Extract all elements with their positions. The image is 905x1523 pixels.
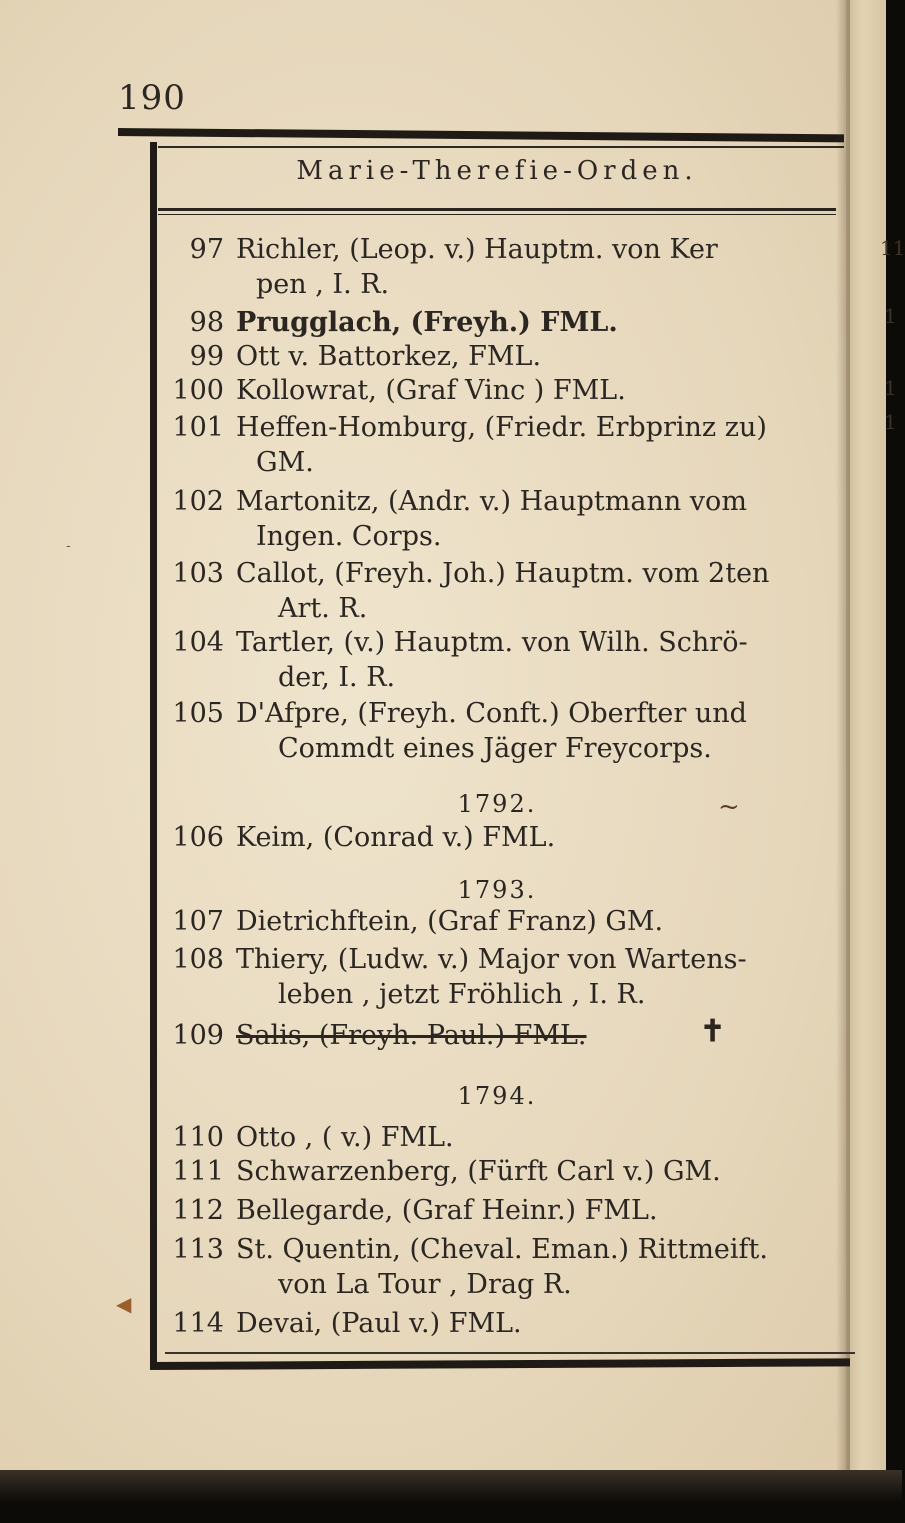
facing-page-fragment: 1	[884, 410, 897, 434]
entry-text: Richler, (Leop. v.) Hauptm. von Ker	[236, 234, 718, 265]
year-heading: 1793.	[457, 876, 537, 904]
entry-text: Kollowrat, (Graf Vinc ) FML.	[236, 375, 626, 406]
entry-number: 100	[172, 375, 224, 406]
handwritten-cross-mark: ✝	[700, 1014, 726, 1049]
year-heading: 1792.	[457, 790, 537, 818]
list-item	[158, 410, 767, 480]
entry-continuation: von La Tour , Drag R.	[278, 1269, 572, 1300]
entry-number: 110	[172, 1122, 224, 1153]
frame-bottom-thin-rule	[165, 1352, 855, 1354]
entry-text: Ott v. Battorkez, FML.	[236, 341, 542, 372]
entry-text: Otto , ( v.) FML.	[236, 1122, 454, 1153]
list-item	[158, 1154, 721, 1189]
frame-left-rule	[150, 142, 157, 1368]
entry-number: 111	[172, 1156, 224, 1187]
list-item	[158, 373, 626, 408]
struck-entry-text: Salis, (Freyh. Paul.) FML.	[236, 1020, 587, 1051]
list-item	[158, 1232, 768, 1302]
entry-number: 108	[172, 944, 224, 975]
entry-number: 104	[172, 627, 224, 658]
entry-text: Martonitz, (Andr. v.) Hauptmann vom	[236, 486, 747, 517]
list-item	[158, 696, 747, 766]
entry-text: Devai, (Paul v.) FML.	[236, 1308, 522, 1339]
list-item	[158, 305, 618, 340]
margin-dot-icon: -	[66, 538, 71, 554]
list-item	[158, 1018, 587, 1053]
entry-text: Keim, (Conrad v.) FML.	[236, 822, 556, 853]
entry-text: Prugglach, (Freyh.) FML.	[236, 307, 618, 338]
heading-rule-thin	[158, 214, 836, 215]
list-item	[158, 232, 718, 302]
facing-page-fragment: 11	[880, 236, 905, 260]
entry-text: Tartler, (v.) Hauptm. von Wilh. Schrö-	[236, 627, 748, 658]
entry-text: Dietrichftein, (Graf Franz) GM.	[236, 906, 664, 937]
handwritten-dash-mark: ~	[718, 792, 740, 822]
entry-continuation: Ingen. Corps.	[256, 521, 442, 552]
entry-continuation: leben , jetzt Fröhlich , I. R.	[278, 979, 646, 1010]
entry-text: Schwarzenberg, (Fürft Carl v.) GM.	[236, 1156, 721, 1187]
entry-text: D'Afpre, (Freyh. Conft.) Oberfter und	[236, 698, 747, 729]
entry-continuation: der, I. R.	[278, 662, 396, 693]
entry-number: 105	[172, 698, 224, 729]
gutter-shadow	[836, 0, 850, 1523]
entry-number: 101	[172, 412, 224, 443]
entry-number: 107	[172, 906, 224, 937]
list-item	[158, 820, 555, 855]
list-item	[158, 1306, 522, 1341]
list-item	[158, 904, 663, 939]
year-heading: 1794.	[457, 1082, 537, 1110]
list-item	[158, 1193, 658, 1228]
page-number: 190	[118, 78, 186, 118]
entry-text: Thiery, (Ludw. v.) Major von Wartens-	[236, 944, 747, 975]
entry-text: St. Quentin, (Cheval. Eman.) Rittmeift.	[236, 1234, 768, 1265]
entry-number: 114	[172, 1308, 224, 1339]
entry-number: 99	[189, 341, 224, 372]
bottom-shadow	[0, 1470, 902, 1523]
entry-continuation: Art. R.	[278, 593, 368, 624]
list-item	[158, 556, 769, 626]
list-item	[158, 484, 747, 554]
entry-number: 103	[172, 558, 224, 589]
facing-page-edge	[846, 0, 886, 1523]
entry-number: 112	[172, 1195, 224, 1226]
entry-number: 98	[189, 307, 224, 338]
page-heading: Marie-Therefie-Orden.	[296, 156, 698, 186]
frame-top-thin-rule	[158, 146, 844, 148]
entry-continuation: Commdt eines Jäger Freycorps.	[278, 733, 712, 764]
entry-number: 106	[172, 822, 224, 853]
entry-continuation: pen , I. R.	[256, 269, 390, 300]
margin-mark-icon: ◀	[116, 1292, 132, 1316]
facing-page-fragment: 1	[884, 376, 897, 400]
list-item	[158, 1120, 454, 1155]
list-item	[158, 339, 541, 374]
entry-number: 102	[172, 486, 224, 517]
entry-continuation: GM.	[256, 447, 314, 478]
entry-number: 109	[172, 1020, 224, 1051]
list-item	[158, 942, 747, 1012]
entry-text: Bellegarde, (Graf Heinr.) FML.	[236, 1195, 658, 1226]
entry-number: 97	[189, 234, 224, 265]
entry-number: 113	[172, 1234, 224, 1265]
entry-text: Callot, (Freyh. Joh.) Hauptm. vom 2ten	[236, 558, 770, 589]
entry-text: Heffen-Homburg, (Friedr. Erbprinz zu)	[236, 412, 767, 443]
heading-rule	[158, 208, 836, 211]
list-item	[158, 625, 748, 695]
facing-page-fragment: 1	[884, 304, 897, 328]
